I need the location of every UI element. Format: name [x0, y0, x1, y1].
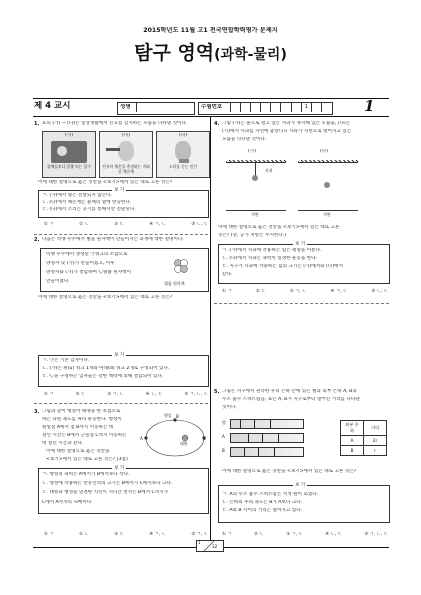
page-total: 32 [212, 544, 218, 549]
q4-options [222, 288, 388, 294]
q1-option-2[interactable]: ② ㄴ [79, 222, 89, 227]
q3-stem-4: 걸린 시간은 B에서 근일점 C까지 이동하는 [42, 433, 127, 438]
q4-number: 4. [214, 121, 220, 127]
q5-option-2[interactable]: ② ㄴ [254, 532, 264, 537]
q1-option-4[interactable]: ④ ㄱ, ㄴ [149, 222, 166, 227]
q3-option-1[interactable]: ① ㄱ [44, 532, 54, 537]
q1-options [44, 221, 208, 227]
q4-bogi-3: ㄷ. 지구가 사과에 작용하는 힘의 크기는 (가)에서와 (나)에서 [222, 264, 343, 269]
q4-ask-1: 이에 대한 설명으로 옳은 것만을 <보기>에서 있는 대로 고른 [218, 225, 340, 230]
subject-sub: (과학-물리) [214, 47, 287, 63]
q3-option-5[interactable]: ⑤ ㄱ, ㄷ [191, 532, 208, 537]
q3-stem-2: 하는 타원 궤도를 따라 운동한다. 행성이 [42, 417, 122, 422]
q5-stem-2: 수소 흡수 스펙트럼을, 표는 A, B가 지구로부터 멀어진 거리를 나타낸 [222, 397, 360, 402]
q5-table-header-galaxy: 외부 은하 [341, 421, 364, 436]
q3-bogi-3: ㄷ. 태양과 행성을 연결한 직선이 지나간 면적은 B에서 C까지가 [42, 490, 169, 495]
q3-label-b: B [176, 414, 179, 419]
q5-option-5[interactable]: ⑤ ㄱ, ㄴ, ㄷ [364, 532, 388, 537]
q2-bogi-1: ㄱ. ㉠은 기본 입자이다. [42, 358, 90, 363]
q3-stem-7: <보기>에서 있는 대로 고른 것은? [3점] [46, 457, 128, 462]
q4-string [255, 162, 256, 176]
q5-line-b-2 [258, 447, 259, 456]
q3-bogi-4: C에서 A까지의 ½배이다. [42, 500, 93, 505]
q3-stem-5: 데 걸린 시간과 같다. [42, 441, 84, 446]
q5-spectrum-label-star: 별 [222, 420, 226, 425]
q5-line-star-1 [240, 419, 241, 428]
q4-bogi-2: ㄴ. (나)에서 사과는 속력이 일정한 운동을 한다. [222, 256, 318, 261]
q3-label-sun: 태양 [180, 441, 188, 446]
q2-option-1[interactable]: ① ㄱ [44, 392, 54, 397]
exam-number-label: 수험번호 [201, 104, 223, 110]
header-bottom-rule [33, 116, 389, 117]
q2-option-3[interactable]: ③ ㄱ, ㄴ [107, 392, 124, 397]
q1-panel-c: (다) 소리를 듣는 인간 [156, 131, 210, 178]
q2-option-5[interactable]: ⑤ ㄱ, ㄴ, ㄷ [184, 392, 208, 397]
q4-bogi-4: 같다. [222, 272, 233, 277]
exam-number-cells[interactable] [230, 103, 331, 112]
q4-stem-2: (가)에서 사과를 자연에 놓았더니 사과가 지면으로 떨어지고 있는 [222, 129, 352, 134]
q5-bogi-2: ㄴ. 은하의 후퇴 속도는 B가 A보다 크다. [222, 500, 303, 505]
q1-bogi-1: ㄱ. (가)에서 빛은 전달되지 않는다. [42, 193, 113, 198]
q4-apple-label: 사과 [265, 168, 273, 173]
q5-bogi-1: ㄱ. A의 수소 흡수 스펙트럼은 적색 편이 되었다. [222, 492, 319, 497]
subject-title [0, 38, 421, 65]
period-label: 제 4 교시 [34, 101, 71, 111]
q3-bogi-2: ㄴ. 행성에 작용하는 만유인력의 크기는 B에서가 C에서보다 크다. [42, 481, 173, 486]
q5-table-cell: B [341, 446, 364, 456]
column-divider [210, 117, 211, 547]
q1-number: 1. [34, 121, 40, 127]
q1-option-3[interactable]: ③ ㄷ [114, 222, 124, 227]
q3-label-c: C [203, 436, 206, 441]
q5-line-star-3 [270, 419, 271, 428]
q5-spectrum-label-b: B [222, 448, 225, 453]
q5-line-b-3 [274, 447, 275, 456]
q4-bogi-1: ㄱ. (가)에서 사과에 작용하는 힘은 평형을 이룬다. [222, 248, 322, 253]
q2-stem: 다음은 빅뱅 우주에서 별을 원자핵이 만들어지는 과정에 대한 설명이다. [42, 237, 184, 242]
q2-ask: 이에 대한 설명으로 옳은 것만을 <보기>에서 있는 대로 고른 것은? [38, 295, 173, 300]
q5-line-a-2 [262, 433, 263, 442]
header-top-rule [33, 98, 389, 99]
q2-option-4[interactable]: ④ ㄴ, ㄷ [145, 392, 163, 397]
q1-panel-b: (나) 전자의 체온을 측정하는 적외선 체온계 [99, 131, 153, 178]
q1-bogi-title: 보 기 [114, 188, 125, 193]
subject-main: 탐구 영역 [134, 42, 215, 64]
q1-bogi-3: ㄷ. (다)에서 소리는 공기를 통해서만 전달된다. [42, 207, 136, 212]
q3-options [44, 531, 208, 537]
q3-bogi-1: ㄱ. 행성의 속력은 A에서가 B에서보다 작다. [42, 472, 130, 477]
q5-stem-1: 그림은 지구에서 관측한 우리 은하 안에 있는 별과 외부 은하 A, B의 [222, 389, 357, 394]
q2-bogi-2: ㄴ. (가)는 위(u) 쿼크 1개와 아래(d) 쿼크 2개로 구성되어 있다. [42, 366, 170, 371]
q4-option-5[interactable]: ⑤ ㄴ, ㄷ [371, 289, 388, 294]
q5-option-1[interactable]: ① ㄱ [222, 532, 232, 537]
q5-spectrum-star [230, 419, 304, 429]
q5-stem-3: 것이다. [222, 405, 237, 410]
q3-option-4[interactable]: ④ ㄱ, ㄴ [149, 532, 166, 537]
q4-ground-a-label: 지면 [251, 212, 259, 217]
q2-passage-2: 양성자 및 (가)가 만들어졌고, 이후 [46, 261, 115, 266]
q4-ask-2: 것은? (단, 공기 저항은 무시한다.) [218, 233, 287, 238]
q4-option-4[interactable]: ④ ㄱ, ㄷ [330, 289, 348, 294]
name-field[interactable] [136, 103, 193, 112]
q4-stem-1: 그림 (가)는 줄으로 걸고 있는 사과가 정지해 있는 모습을, (나)는 [222, 121, 351, 126]
q3-option-3[interactable]: ③ ㄷ [114, 532, 124, 537]
q3-orbit-figure [142, 412, 208, 460]
q1-option-1[interactable]: ① ㄱ [44, 222, 54, 227]
q4-option-2[interactable]: ② ㄷ [255, 289, 266, 294]
q5-number: 5. [214, 389, 220, 395]
q4-apple-a [252, 175, 258, 181]
exam-number-digit: 1 [301, 103, 311, 112]
q2-bogi-title: 보 기 [114, 353, 125, 358]
q3-label-a: A [140, 436, 143, 441]
q4-ceiling-b [298, 160, 358, 163]
q5-bogi-title: 보 기 [295, 483, 306, 488]
q2-passage-4: 만들어졌다. [46, 279, 70, 284]
q4-ground-a [226, 210, 286, 211]
q4-panel-b-label: (나) [320, 149, 329, 154]
q4-apple-b [324, 182, 330, 188]
page-current: 1 [198, 540, 201, 545]
q4-ground-b-label: 지면 [323, 212, 331, 217]
q5-bogi-3: ㄷ. A와 B 사이의 거리는 멀어지고 있다. [222, 508, 303, 513]
q2-passage-1: 빅뱅 우주에서 생성된 ㉠쿼크의 조합으로 [46, 252, 128, 257]
q1-panel-a: (가) 물체들보다 일출 또는 일수 [42, 131, 96, 178]
q3-option-2[interactable]: ② ㄴ [79, 532, 89, 537]
q1-bogi-2: ㄴ. (나)에서 체온계는 물체의 열에 반응한다. [42, 200, 132, 205]
q1-option-5[interactable]: ⑤ ㄴ, ㄷ [191, 222, 208, 227]
name-label: 성명 [120, 104, 131, 110]
q5-line-a-3 [278, 433, 279, 442]
q5-table-header-distance: 거리 [364, 421, 387, 436]
q2-helium-figure [158, 252, 204, 282]
q2-divider [34, 403, 208, 404]
q1-stem: 표의 (가) ~ (다)는 일상생활에서 신호를 감지하는 모습을 나타낸 것이다. [42, 121, 188, 126]
q5-distance-table [340, 420, 387, 456]
q4-panel-a-label: (가) [248, 149, 257, 154]
q2-bogi-3: ㄷ. ㉡을 구성하는 입자들은 강한 핵력에 의해 결합되어 있다. [42, 374, 164, 379]
q5-table-cell: r [364, 446, 387, 456]
q3-number: 3. [34, 409, 40, 415]
q3-stem-1: 그림과 같이 행성이 태양을 한 초점으로 [42, 409, 121, 414]
q5-option-3[interactable]: ③ ㄱ, ㄷ [286, 532, 303, 537]
q3-label-planet: 행성 [164, 413, 172, 418]
q4-ceiling-a [226, 160, 286, 163]
q5-options [222, 531, 388, 537]
q2-options [44, 391, 208, 397]
q1-ask: 이에 대한 설명으로 옳은 것만을 <보기>에서 있는 대로 고른 것은? [38, 180, 173, 185]
q5-spectrum-b [230, 447, 304, 457]
q5-spectrum-a [230, 433, 304, 443]
q5-spectrum-label-a: A [222, 434, 225, 439]
q4-option-3[interactable]: ③ ㄱ, ㄴ [289, 289, 307, 294]
page-number: 1 [364, 98, 375, 115]
q3-stem-6: 이에 대한 설명으로 옳은 것만을 [46, 449, 110, 454]
q3-bogi-title: 보 기 [114, 466, 125, 471]
q2-number: 2. [34, 237, 40, 243]
q4-stem-3: 모습을 나타낸 것이다. [222, 137, 267, 142]
q5-ask: 이에 대한 설명으로 옳은 것만을 <보기>에서 있는 대로 고른 것은? [222, 469, 357, 474]
q3-stem-3: 원일점 A에서 점 B까지 이동하는 데 [42, 425, 114, 430]
q4-ground-b [298, 210, 358, 211]
q4-option-1[interactable]: ① ㄱ [222, 289, 232, 294]
q5-line-a-1 [248, 433, 249, 442]
q1-divider [34, 234, 208, 235]
exam-title: 2015학년도 11월 고1 전국연합학력평가 문제지 [143, 27, 278, 34]
q5-line-star-2 [254, 419, 255, 428]
q2-passage-3: 양성자와 (가)가 결합하여 ㉡헬륨 원자핵이 [46, 270, 132, 275]
q5-option-4[interactable]: ④ ㄴ, ㄷ [325, 532, 342, 537]
q2-figure-label: 헬륨 원자핵 [164, 281, 185, 286]
q2-option-2[interactable]: ② ㄷ [75, 392, 86, 397]
q4-bogi-title: 보 기 [295, 242, 306, 247]
q5-table-cell: A [341, 436, 364, 446]
q4-divider [214, 303, 389, 304]
q5-line-b-1 [244, 447, 245, 456]
q5-table-cell: 2r [364, 436, 387, 446]
